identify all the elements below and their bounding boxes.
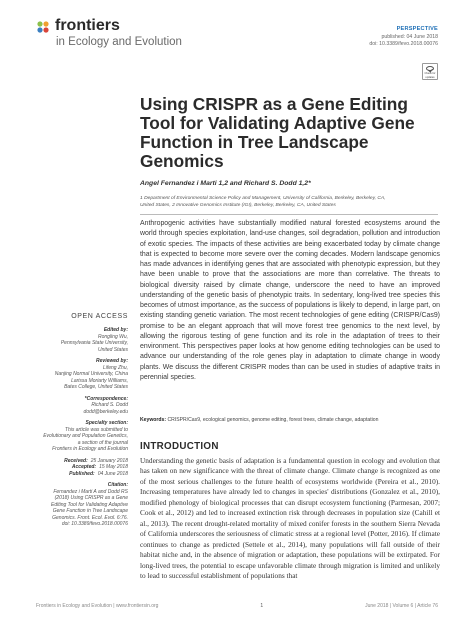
citation-line: (2018) Using CRISPR as a Gene	[54, 495, 128, 501]
editor-line: Pennsylvania State University,	[60, 340, 128, 346]
journal-section: in Ecology and Evolution	[56, 36, 182, 48]
date-row	[36, 471, 128, 478]
citation-line: Editing Tool for Validating Adaptive	[51, 501, 128, 508]
abstract: Anthropogenic activities have substantially modified natural forested ecosystems around the world through species exploitation, land-use changes, soil degradation, pollution and introduction of exotic species. The impacts of these activities are being exacerbated today by climate change that is expected to become more severe over the coming decades. Modern landscape genomics has made advances in identifying genes that are associated with phenotypic expression, but they have been unable to prove that the associations are more than correlative. The threats to biological diversity raised by climate change, underscore the need to have an improved understanding of the genetic basis of phenotypic traits. In sedentary, long-lived tree species this becomes of utmost importance, as the success of populations is likely to depend, in large part, on existing standing genetic variation. The most recent technologies of gene editing (CRISPR/Cas9) promise to be an elegant approach that will move forest tree genomics to the next level, by allowing the rigorous testing of gene function and its role in the adaptation of trees to their environment. This perspectives paper looks at how genome editing technologies can be used to advance our understanding of the role genes play in adaptation to climate change in woody plants. We discuss the different CRISPR modes than can be used in studies of adaptive traits in perennial species.	[140, 220, 440, 381]
reviewer-line: Lifeng Zhu,	[102, 364, 128, 371]
affiliation-line: United States, 2 Innovative Genomics Institute (IGI), Berkeley, Berkeley, CA, United States	[140, 203, 336, 208]
specialty-line: This article was submitted to	[64, 426, 128, 433]
correspondence-name: Richard S. Dodd	[91, 402, 128, 408]
section-heading-introduction: INTRODUCTION	[140, 441, 219, 452]
article-meta	[369, 26, 438, 49]
date-value: 04 June 2018	[97, 470, 128, 477]
article-type: PERSPECTIVE	[396, 26, 438, 32]
check-updates-icon	[426, 66, 434, 71]
citation-line: Gene Function in Tree Landscape	[52, 508, 128, 514]
reviewed-by-label: Reviewed by:	[96, 358, 128, 364]
footer-journal-link[interactable]: Frontiers in Ecology and Evolution | www.frontiersin.org	[36, 603, 159, 609]
editor-line: United States	[97, 346, 128, 353]
date-value: 15 May 2018	[99, 464, 128, 470]
correspondence-block	[36, 396, 128, 416]
date-label: Received:	[64, 457, 88, 464]
article-sidebar	[36, 312, 128, 533]
check-for-updates-button[interactable]	[422, 63, 438, 80]
published-date: published: 04 June 2018	[381, 33, 438, 40]
open-access-label: OPEN ACCESS	[71, 313, 128, 320]
specialty-line: Evolutionary and Population Genetics,	[43, 433, 128, 439]
page-footer	[36, 603, 438, 609]
page-number: 1	[260, 603, 264, 609]
reviewer-line: Nanjing Normal University, China	[54, 371, 128, 377]
author-list: Angel Fernandez i Marti 1,2 and Richard S. Dodd 1,2*	[140, 180, 311, 187]
introduction-body: Understanding the genetic basis of adaptation is a fundamental question in ecology and evolution that has taken on new significance with the threat of climate change. Climate change is recognized as one of the most serious challenges to the future health of ecosystems worldwide (Pereira et al., 2010). Increasing temperatures have already led to changes in species' distributions (Gonzalez et al., 2010), modified phenology of biological processes that can disrupt ecosystem functioning (Parmesan, 2007; Cook et al., 2012) and led to increased extinction risk through decreases in population size (Cahill et al., 2013). The recent drought-related mortality of mixed conifer forests in the southern Sierra Nevada of California underscores the seriousness of climatic stress at a regional level (Potter, 2016). If climate continues to change as predicted (Settele et al., 2014), many populations will fall outside of their habitat niche and, in the absence of migration or adaptation, these populations will be extirpated. For long-lived trees, the potential to escape unfavorable climate through migration is limited and unlikely to lead to successful establishment of populations that	[140, 456, 440, 580]
affiliations	[140, 195, 440, 209]
affiliation-line: 1 Department of Environmental Science Policy and Management, University of California, Berkeley, Berkeley, CA,	[140, 196, 386, 201]
doi-link[interactable]: doi: 10.3389/fevo.2018.00076	[369, 41, 438, 47]
article-title: Using CRISPR as a Gene Editing Tool for Validating Adaptive Gene Function in Tree Landscape Genomics	[140, 94, 415, 171]
journal-logo[interactable]	[36, 18, 120, 34]
date-value: 25 January 2018	[90, 457, 128, 464]
specialty-block	[36, 420, 128, 453]
citation-line: Fernandez i Marti A and Dodd RS	[53, 488, 128, 495]
footer-volume: June 2018 | Volume 6 | Article 76	[365, 603, 438, 609]
citation-line: Genomics. Front. Ecol. Evol. 6:76.	[52, 514, 128, 521]
correspondence-email[interactable]: dodd@berkeley.edu	[83, 408, 128, 415]
specialty-line: a section of the journal	[77, 439, 128, 446]
reviewer-line: Bates College, United States	[64, 384, 128, 390]
specialty-line: Frontiers in Ecology and Evolution	[52, 446, 128, 452]
date-label: Accepted:	[71, 464, 97, 470]
divider	[140, 214, 438, 215]
reviewer-line: Larissa Moriarty Williams,	[71, 377, 128, 384]
check-updates-label-2: updates	[425, 76, 435, 79]
citation-doi[interactable]: doi: 10.3389/fevo.2018.00076	[61, 521, 128, 527]
edited-by-block	[36, 327, 128, 353]
citation-block	[36, 482, 128, 528]
date-label: Published:	[69, 470, 95, 477]
editor-line: Rongling Wu,	[97, 333, 128, 340]
keywords-text: CRISPR/Cas9, ecological genomics, genome editing, forest trees, climate change, adaptation	[167, 417, 379, 423]
reviewed-by-block	[36, 358, 128, 391]
keywords-label: Keywords:	[140, 417, 167, 423]
specialty-label: Specialty section:	[85, 420, 128, 426]
journal-brand: frontiers	[55, 17, 120, 34]
keywords	[140, 417, 440, 424]
correspondence-label: *Correspondence:	[84, 395, 128, 402]
check-updates-label-1: Check for	[424, 72, 436, 75]
frontiers-logo-icon	[36, 20, 50, 34]
dates-block	[36, 458, 128, 478]
edited-by-label: Edited by:	[103, 327, 128, 333]
citation-label: Citation:	[107, 482, 128, 488]
